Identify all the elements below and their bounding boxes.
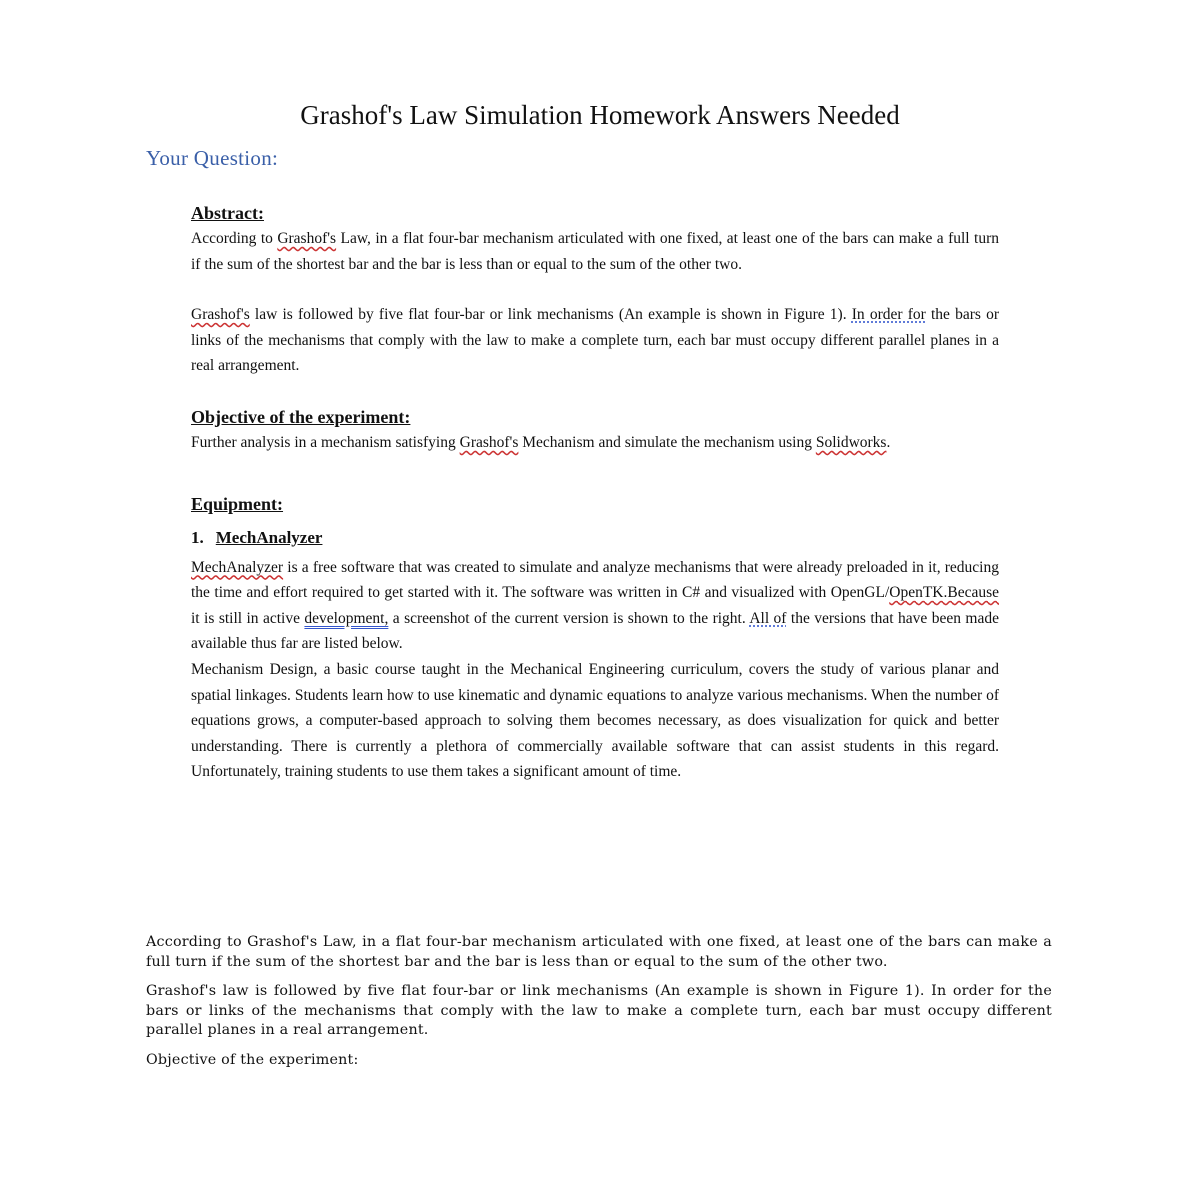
text-transcript xyxy=(146,933,1052,1080)
equipment-heading: Equipment: xyxy=(191,493,284,514)
equipment-item-mechanalyzer xyxy=(191,525,999,551)
embedded-document-image xyxy=(191,200,999,785)
transcript-paragraph-2: Grashof's law is followed by five flat four-bar or link mechanisms (An example is shown in Figure 1). In order for the bars or links of the mechanisms that comply with the law to make a complete turn, each bar must occupy different parallel planes in a real arrangement. xyxy=(146,983,1052,1038)
transcript-paragraph-3: Objective of the experiment: xyxy=(146,1051,359,1068)
page-title: Grashof's Law Simulation Homework Answers Needed xyxy=(300,100,900,130)
objective-paragraph: Further analysis in a mechanism satisfying Grashof's Mechanism and simulate the mechanism using Solidworks. xyxy=(191,433,891,451)
mechanalyzer-paragraph-1: MechAnalyzer is a free software that was created to simulate and analyze mechanisms that were already preloaded in it, reducing the time and effort required to get started with it. The software was written in C# and visualized with OpenGL/OpenTK.Because it is still in active development, a screenshot of the current version is shown to the right. All of the versions that have been made available thus far are listed below. xyxy=(191,558,999,653)
abstract-paragraph-1: According to Grashof's Law, in a flat four-bar mechanism articulated with one fixed, at least one of the bars can make a full turn if the sum of the shortest bar and the bar is less than or equal to the sum of the other two. xyxy=(191,230,999,273)
objective-heading: Objective of the experiment: xyxy=(191,406,411,427)
equipment-item-name: MechAnalyzer xyxy=(215,527,323,547)
equipment-item-number: 1. xyxy=(191,527,204,547)
abstract-paragraph-2: Grashof's law is followed by five flat four-bar or link mechanisms (An example is shown in Figure 1). In order for the bars or links of the mechanisms that comply with the law to make a complete turn, each bar must occupy different parallel planes in a real arrangement. xyxy=(191,306,999,375)
your-question-label: Your Question: xyxy=(146,146,279,170)
mechanalyzer-paragraph-2: Mechanism Design, a basic course taught in the Mechanical Engineering curriculum, covers the study of various planar and spatial linkages. Students learn how to use kinematic and dynamic equations to analyze various mechanisms. When the number of equations grows, a computer-based approach to solving them becomes necessary, as does visualization for quick and better understanding. There is currently a plethora of commercially available software that can assist students in this regard. Unfortunately, training students to use them takes a significant amount of time. xyxy=(191,660,999,781)
abstract-heading: Abstract: xyxy=(191,203,264,223)
transcript-paragraph-1: According to Grashof's Law, in a flat four-bar mechanism articulated with one fixed, at least one of the bars can make a full turn if the sum of the shortest bar and the bar is less than or equal to the sum of the other two. xyxy=(146,934,1052,970)
